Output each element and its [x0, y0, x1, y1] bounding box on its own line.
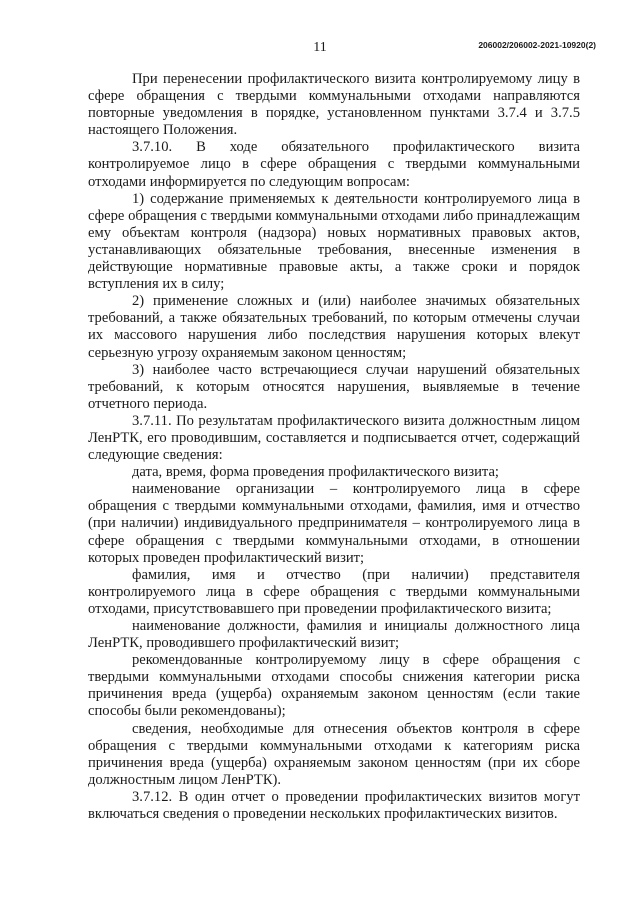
report-item-organization: наименование организации – контролируемого лица в сфере обращения с твердыми коммунальными отходами, фамилия, имя и отчество (при наличии) индивидуального предпринимателя – контролируемого лица в сфере обращения с твердыми коммунальными отходами, в отношении которых проведен профилактический визит; [88, 481, 580, 566]
report-item-date: дата, время, форма проведения профилактического визита; [132, 464, 499, 481]
report-item-recommendations: рекомендованные контролируемому лицу в сфере обращения с твердыми коммунальными отходами способы снижения категории риска причинения вреда (ущерба) охраняемым законом ценностям (если такие способы были рекомендованы); [88, 652, 580, 720]
list-item-1: 1) содержание применяемых к деятельности контролируемого лица в сфере обращения с твердыми коммунальными отходами либо принадлежащим ему объектам контроля (надзора) новых нормативных правовых актов, устанавливающих обязательные требования, внесенные изменения в действующие нормативные правовые акты, а также сроки и порядок вступления их в силу; [88, 190, 580, 293]
report-item-official: наименование должности, фамилия и инициалы должностного лица ЛенРТК, проводившего профилактический визит; [88, 618, 580, 652]
document-code: 206002/206002-2021-10920(2) [478, 40, 596, 50]
paragraph-3-7-11: 3.7.11. По результатам профилактического визита должностным лицом ЛенРТК, его проводившим, составляется и подписывается отчет, содержащий следующие сведения: [88, 412, 580, 464]
paragraph-3-7-10: 3.7.10. В ходе обязательного профилактического визита контролируемое лицо в сфере обращения с твердыми коммунальными отходами информируется по следующим вопросам: [88, 139, 580, 190]
document-body [88, 71, 580, 823]
paragraph-postponement-notice: При перенесении профилактического визита контролируемому лицу в сфере обращения с твердыми коммунальными отходами направляются повторные уведомления в порядке, установленном пунктами 3.7.4 и 3.7.5 настоящего Положения. [88, 71, 580, 139]
page-number: 11 [313, 40, 327, 55]
paragraph-3-7-12: 3.7.12. В один отчет о проведении профилактических визитов могут включаться сведения о проведении нескольких профилактических визитов. [88, 788, 580, 823]
list-item-3: 3) наиболее часто встречающиеся случаи нарушений обязательных требований, к которым относятся нарушения, выявляемые в течение отчетного периода. [88, 361, 580, 412]
report-item-risk-info: сведения, необходимые для отнесения объектов контроля в сфере обращения с твердыми коммунальными отходами к категориям риска причинения вреда (ущерба) охраняемым законом ценностям (при их сборе должностным лицом ЛенРТК). [88, 720, 580, 788]
report-item-representative: фамилия, имя и отчество (при наличии) представителя контролируемого лица в сфере обращения с твердыми коммунальными отходами, присутствовавшего при проведении профилактического визита; [88, 566, 580, 617]
list-item-2: 2) применение сложных и (или) наиболее значимых обязательных требований, а также обязательных требований, по которым отмечены случаи их массового нарушения либо последствия нарушения которых влекут серьезную угрозу охраняемым законом ценностям; [88, 293, 580, 361]
